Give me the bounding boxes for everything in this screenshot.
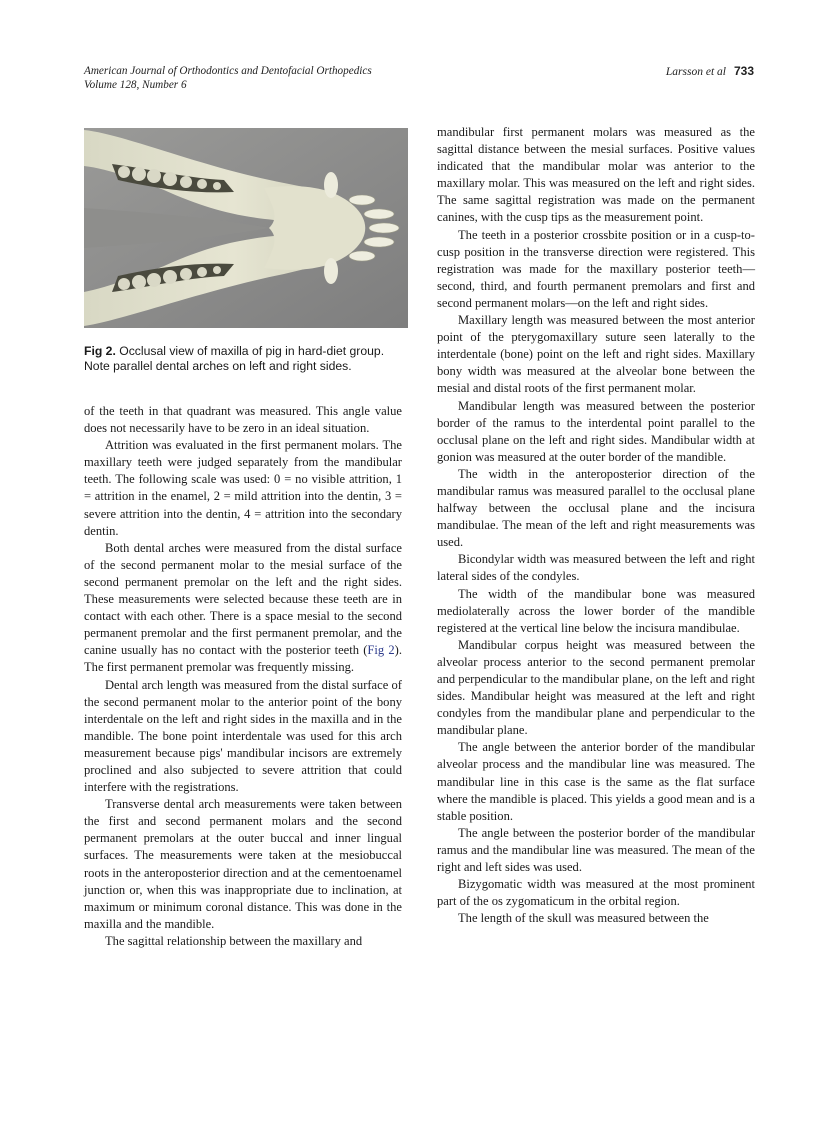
- right-column: [437, 124, 755, 927]
- paragraph: Mandibular length was measured between the posterior border of the ramus to the interdental point parallel to the occlusal plane on the left and right sides. Mandibular width at gonion was measured at the outer border of the mandible.: [437, 398, 755, 464]
- paragraph: Dental arch length was measured from the distal surface of the second permanent molar to the anterior point of the bony interdentale on the left and right sides in the maxilla and in the mandible. The bone point interdentale was used for this arch measurement because pigs' mandibular incisors are extremely proclined and also subjected to severe attrition that could interfere with the registrations.: [84, 677, 402, 795]
- pig-maxilla-photo-icon: [84, 128, 408, 328]
- paragraph: The angle between the posterior border of the mandibular ramus and the mandibular line was measured. The mean of the right and left sides was used.: [437, 825, 755, 875]
- paragraph: The length of the skull was measured between the: [458, 911, 709, 926]
- figure-reference-link[interactable]: Fig 2: [367, 643, 395, 658]
- paragraph: [84, 540, 402, 677]
- figure-caption: [84, 344, 410, 374]
- journal-volume: Volume 128, Number 6: [84, 79, 187, 91]
- paragraph: of the teeth in that quadrant was measured. This angle value does not necessarily have to be zero in an ideal situation.: [84, 404, 402, 436]
- paragraph: Maxillary length was measured between the most anterior point of the pterygomaxillary suture seen laterally to the interdentale (bone) point on the left and right sides. Maxillary bony width was measured at the alveolar bone between the mesial and distal roots of the first permanent molar.: [437, 313, 755, 396]
- paragraph: The width in the anteroposterior direction of the mandibular ramus was measured parallel to the occlusal plane halfway between the occlusal plane and the incisura mandibulae. The mean of the left and right measurements was used.: [437, 466, 755, 550]
- paragraph: The width of the mandibular bone was measured mediolaterally across the lower border of the mandible registered at the vertical line below the incisura mandibulae.: [437, 586, 755, 635]
- paragraph: The angle between the anterior border of the mandibular alveolar process and the mandibular line was measured. The mandibular line in this case is the same as the flat surface where the mandible is placed. This yields a good mean and is a stable position.: [437, 740, 755, 823]
- paragraph: The teeth in a posterior crossbite position or in a cusp-to-cusp position in the transverse direction were registered. This registration was made for the maxillary posterior teeth—second, third, and fourth permanent premolars and first and second permanent molars—on the left and right sides.: [437, 227, 755, 310]
- left-column: [84, 403, 402, 950]
- paragraph: Bizygomatic width was measured at the most prominent part of the os zygomaticum in the orbital region.: [437, 877, 755, 909]
- paragraph: mandibular first permanent molars was measured as the sagittal distance between the mesial surfaces. Positive values indicated that the mandibular molar was anterior to the maxillary molar. This was measured on the left and right sides. The same sagittal registration was made on the permanent canines, with the cusp tips as the measurement point.: [437, 125, 755, 225]
- paragraph: Transverse dental arch measurements were taken between the first and second permanent molars and the second permanent premolars at the outer buccal and inner lingual surfaces. The measurements were taken at the mesiobuccal roots in the anteroposterior direction and at the cementoenamel junction or, when this was inappropriate due to inclination, at maximum or minimum coronal distance. This was done in the maxilla and the mandible.: [84, 797, 402, 931]
- caption-line-1: Occlusal view of maxilla of pig in hard-diet group.: [119, 344, 385, 358]
- paragraph: Bicondylar width was measured between the left and right lateral sides of the condyles.: [437, 552, 755, 584]
- paragraph-text: ). The first permanent premolar was frequently missing.: [84, 643, 402, 675]
- journal-title: American Journal of Orthodontics and Dentofacial Orthopedics: [84, 65, 372, 77]
- running-header-journal: [84, 64, 372, 92]
- paragraph-text: Both dental arches were measured from the distal surface of the second permanent molar to the mesial surface of the second permanent premolar on the left and the right sides. These measurements were selected because these teeth are in contact with each other. There is a space mesial to the second permanent premolar and the first permanent premolar, and the canine usually has no contact with the posterior teeth (: [84, 540, 402, 658]
- paragraph: Attrition was evaluated in the first permanent molars. The maxillary teeth were judged separately from the mandibular teeth. The following scale was used: 0 = no visible attrition, 1 = attrition in the enamel, 2 = mild attrition into the dentin, 3 = severe attrition into the dentin, 4 = attrition into the secondary dentin.: [84, 438, 402, 538]
- paragraph: The sagittal relationship between the maxillary and: [105, 933, 363, 948]
- running-header-author: [666, 64, 754, 79]
- author-label: Larsson et al: [665, 66, 726, 78]
- caption-line-2: Note parallel dental arches on left and right sides.: [84, 359, 352, 373]
- paragraph: Mandibular corpus height was measured between the alveolar process anterior to the second permanent premolar and perpendicular to the mandibular plane, on the left and right sides. Mandibular height was measured at the left and right condyles from the mandibular plane and perpendicular to the mandibular plane.: [437, 637, 755, 738]
- figure-label: Fig 2.: [84, 344, 116, 358]
- page-number: 733: [733, 64, 754, 78]
